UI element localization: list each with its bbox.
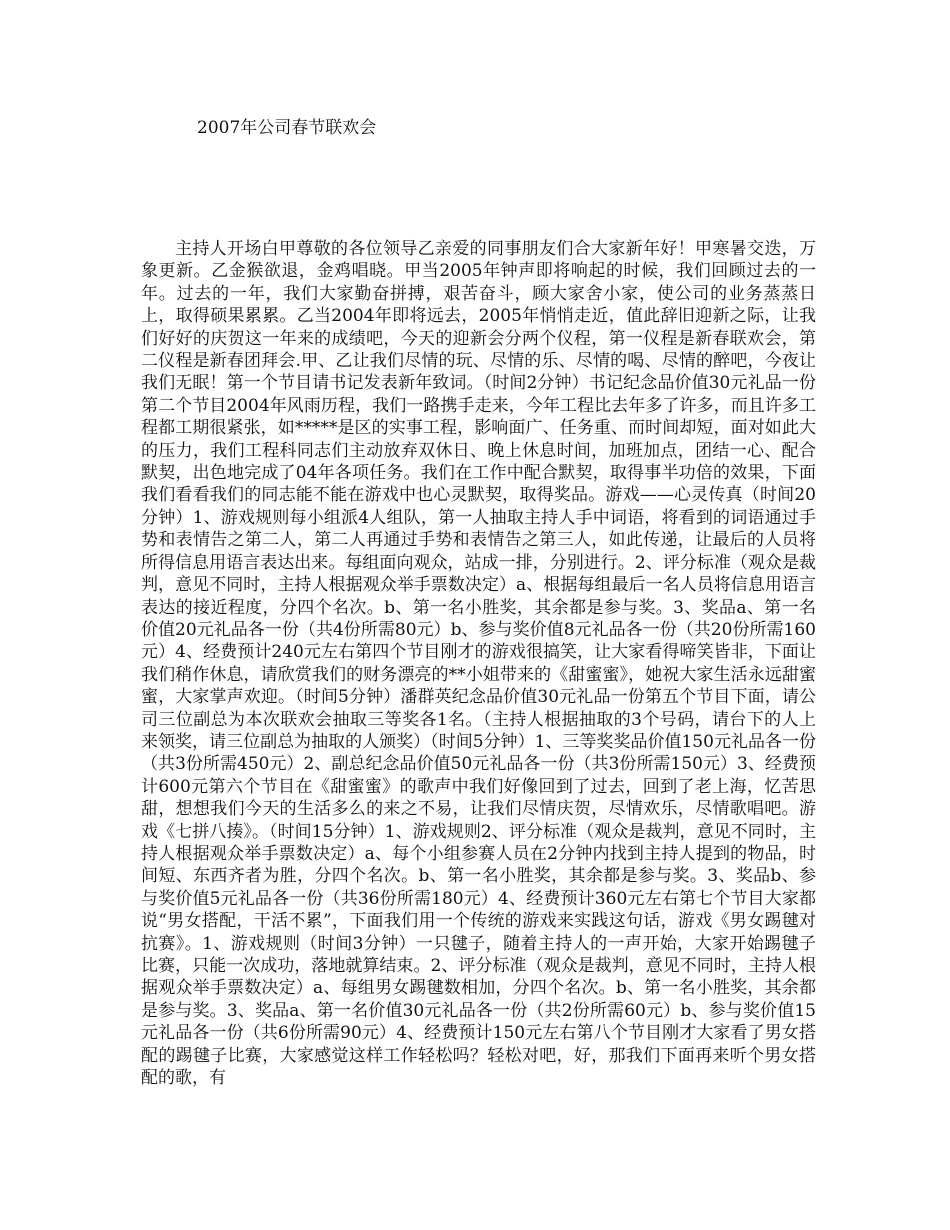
document-body-paragraph: 主持人开场白甲尊敬的各位领导乙亲爱的同事朋友们合大家新年好！甲寒暑交迭，万象更新。乙金猴欲退，金鸡唱晓。甲当2005年钟声即将响起的时候，我们回顾过去的一年。过去的一年，我们大家勤奋拼搏，艰苦奋斗，顾大家舍小家，使公司的业务蒸蒸日上，取得硕果累累。乙当2004年即将远去，2005年悄悄走近，值此辞旧迎新之际，让我们好好的庆贺这一年来的成绩吧，今天的迎新会分两个仪程，第一仪程是新春联欢会，第二仪程是新春团拜会.甲、乙让我们尽情的玩、尽情的乐、尽情的喝、尽情的醉吧，今夜让我们无眠！第一个节目请书记发表新年致词。（时间2分钟）书记纪念品价值30元礼品一份第二个节目2004年风雨历程，我们一路携手走来，今年工程比去年多了许多，而且许多工程都工期很紧张，如*****是区的实事工程，影响面广、任务重、而时间却短，面对如此大的压力，我们工程科同志们主动放弃双休日、晚上休息时间，加班加点，团结一心、配合默契，出色地完成了04年各项任务。我们在工作中配合默契，取得事半功倍的效果，下面我们看看我们的同志能不能在游戏中也心灵默契，取得奖品。游戏——心灵传真（时间20分钟）1、游戏规则每小组派4人组队，第一人抽取主持人手中词语，将看到的词语通过手势和表情告之第二人，第二人再通过手势和表情告之第三人，如此传递，让最后的人员将所得信息用语言表达出来。每组面向观众，站成一排，分别进行。2、评分标准（观众是裁判，意见不同时，主持人根据观众举手票数决定）a、根据每组最后一名人员将信息用语言表达的接近程度，分四个名次。b、第一名小胜奖，其余都是参与奖。3、奖品a、第一名价值20元礼品各一份（共4份所需80元）b、参与奖价值8元礼品各一份（共20份所需160元）4、经费预计240元左右第四个节目刚才的游戏很搞笑，让大家看得啼笑皆非，下面让我们稍作休息，请欣赏我们的财务漂亮的**小姐带来的《甜蜜蜜》，她祝大家生活永远甜蜜蜜，大家掌声欢迎。（时间5分钟）潘群英纪念品价值30元礼品一份第五个节目下面，请公司三位副总为本次联欢会抽取三等奖各1名。（主持人根据抽取的3个号码，请台下的人上来领奖，请三位副总为抽取的人颁奖）（时间5分钟）1、三等奖奖品价值150元礼品各一份（共3份所需450元）2、副总纪念品价值50元礼品各一份（共3份所需150元）3、经费预计600元第六个节目在《甜蜜蜜》的歌声中我们好像回到了过去，回到了老上海，忆苦思甜，想想我们今天的生活多么的来之不易，让我们尽情庆贺，尽情欢乐，尽情歌唱吧。游戏《七拼八揍》。（时间15分钟）1、游戏规则2、评分标准（观众是裁判，意见不同时，主持人根据观众举手票数决定）a、每个小组参赛人员在2分钟内找到主持人提到的物品，时间短、东西齐者为胜，分四个名次。b、第一名小胜奖，其余都是参与奖。3、奖品b、参与奖价值5元礼品各一份（共36份所需180元）4、经费预计360元左右第七个节目大家都说“男女搭配，干活不累”，下面我们用一个传统的游戏来实践这句话，游戏《男女踢毽对抗赛》。1、游戏规则（时间3分钟）一只毽子，随着主持人的一声开始，大家开始踢毽子比赛，只能一次成功，落地就算结束。2、评分标准（观众是裁判，意见不同时，主持人根据观众举手票数决定）a、每组男女踢毽数相加，分四个名次。b、第一名小胜奖，其余都是参与奖。3、奖品a、第一名价值30元礼品各一份（共2份所需60元）b、参与奖价值15元礼品各一份（共6份所需90元）4、经费预计150元左右第八个节目刚才大家看了男女搭配的踢毽子比赛，大家感觉这样工作轻松吗？轻松对吧，好，那我们下面再来听个男女搭配的歌，有 [141,239,816,1089]
document-title: 2007年公司春节联欢会 [197,118,377,138]
